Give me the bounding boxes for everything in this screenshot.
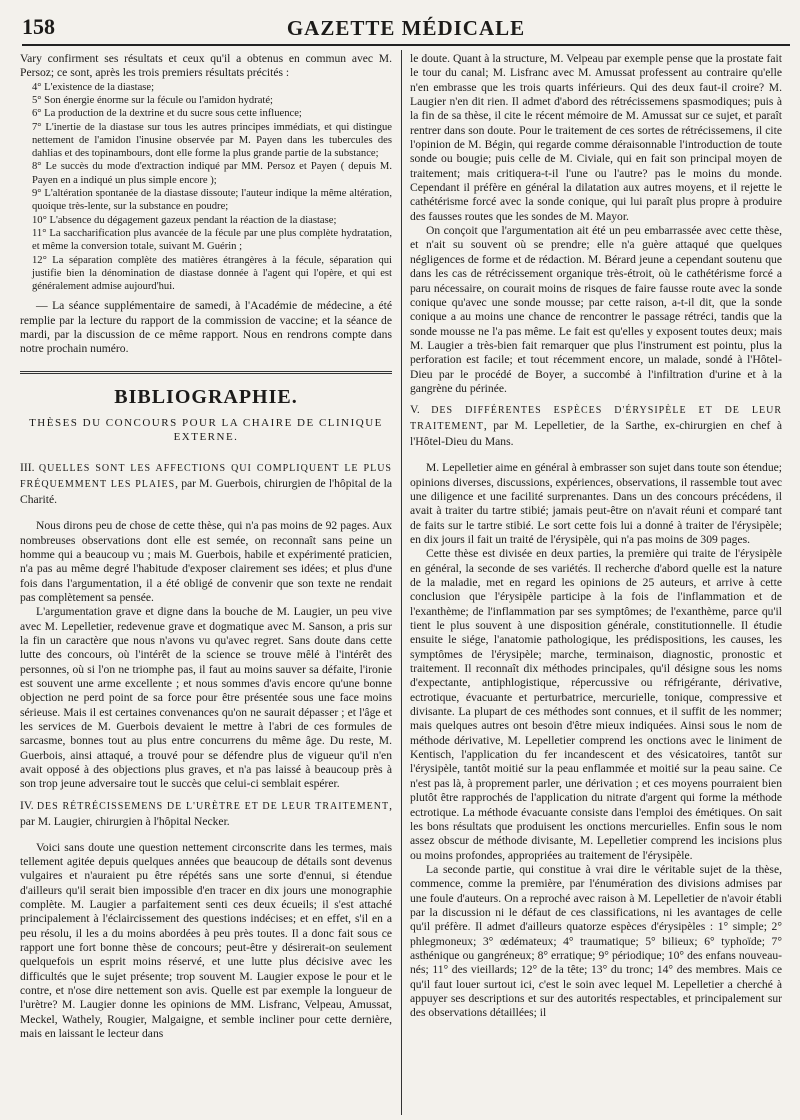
body-paragraph: L'argumentation grave et digne dans la bouche de M. Laugier, un peu vive avec M. Lepelletier, redevenue grave et dogmatique avec M. Sanson, a pris sur la fin un caractère que nous n'avons vu qu'avec regret. Sans doute dans cette lutte des concours, où l'intérêt de la science se trouve mêlé à l'intérêt des personnes, où si l'on ne triomphe pas, il faut au moins sauver sa défaite, l'ironie est souvent une arme excellente ; et nous sommes d'avis encore qu'une bonne objection ne perd point de sa force pour être présentée sous une face moins sérieuse. Mais il est certaines convenances qu'on ne saurait dépasser ; et l'âge et les services de M. Guerbois devaient le mettre à l'abri de ces formules de sarcasme, bonnes tout au plus entre concurrens du même âge. Du reste, M. Guerbois, ainsi attaqué, a trouvé pour se défendre plus de vigueur qu'il n'en avait opposé à des objections plus graves, et n'a pas laissé à beaucoup près à son trop jeune adversaire tout le succès que celui-ci semblait espérer.	[20, 605, 392, 791]
body-paragraph: Voici sans doute une question nettement circonscrite dans les termes, mais tellement agitée depuis quelques années que beaucoup de détails sont devenus vulgaires et n'auraient pu être répétés sans une sorte d'ennui, si étendue d'ailleurs qu'il serait bien impossible d'en tracer en dix jours une monographie complète. M. Laugier a parfaitement senti ces deux écueils; il s'est attaché principalement à l'éclaircissement des questions indécises; et en effet, s'il en a peu résolu, il les a du moins abordées à peu près toutes. Il a donc fait sous ce rapport une fort bonne thèse de concours; peut-être y désirerait-on seulement quelquefois un esprit moins réservé, et une lutte plus décisive avec les difficultés que le sujet présente; trop souvent M. Laugier expose le pour et le contre, et n'ose dire nettement son avis. Quelle est par exemple la longueur de l'urètre? M. Laugier donne les opinions de MM. Lisfranc, Velpeau, Amussat, Meckel, Wathely, Rougier, Malgaigne, et semble incliner pour cette dernière, mais en laissant le lecteur dans	[20, 840, 392, 1041]
list-item: 8° Le succès du mode d'extraction indiqué par MM. Persoz et Payen ( depuis M. Payen en a indiqué un plus simple encore );	[32, 161, 392, 186]
section-title: BIBLIOGRAPHIE.	[114, 385, 298, 408]
thesis-number: V.	[410, 403, 420, 417]
thesis-heading-5	[410, 402, 782, 449]
journal-title: GAZETTE MÉDICALE	[286, 16, 526, 40]
thesis-heading-4	[20, 798, 392, 829]
thesis-title: QUELLES SONT LES AFFECTIONS QUI COMPLIQUENT LE PLUS FRÉQUEMMENT LES PLAIES	[20, 463, 392, 491]
thesis-number: III.	[20, 461, 35, 475]
results-list	[20, 81, 392, 294]
seance-note: — La séance supplémentaire de samedi, à l'Académie de médecine, a été remplie par la lecture du rapport de la commission de vaccine; et la séance de mardi, par la discussion de ce même rapport. Nous en rendrons compte dans notre prochain numéro.	[20, 299, 392, 356]
body-paragraph: M. Lepelletier aime en général à embrasser son sujet dans toute son étendue; opinions diverses, discussions, expériences, observations, il rassemble tout avec une diligence et une facilité surprenantes. Dans un des concours précédens, il avait à traiter du tartre stibié; jamais peut-être on n'avait réuni et comparé tant de faits sur le tartre stibié. Le sort cette fois lui a donné à traiter de l'érysipèle; en dix jours il fait un traité de l'érysipèle, qui n'a pas moins de 309 pages.	[410, 461, 782, 546]
page-header	[22, 14, 790, 46]
thesis-title: DES DIFFÉRENTES ESPÈCES D'ÉRYSIPÈLE ET DE LEUR TRAITEMENT	[410, 405, 782, 433]
list-item: 12° La séparation complète des matières étrangères à la fécule, séparation qui justifie bien la dénomination de diastase donnée à l'agent qui l'opère, et qui est généralement admise aujourd'hui.	[32, 254, 392, 293]
thesis-title: DES RÉTRÉCISSEMENS DE L'URÈTRE ET DE LEUR TRAITEMENT	[36, 800, 390, 812]
intro-paragraph: Vary confirment ses résultats et ceux qu'il a obtenus en commun avec M. Persoz; ce sont, après les trois premiers résultats précités :	[20, 52, 392, 80]
page-number: 158	[22, 14, 55, 39]
thesis-author: , par M. Laugier, chirurgien à l'hôpital Necker.	[20, 798, 392, 828]
column-divider	[401, 50, 402, 1115]
thesis-heading-3	[20, 460, 392, 507]
thesis-author: , par M. Lepelletier, de la Sarthe, ex-chirurgien en chef à l'Hôtel-Dieu du Mans.	[410, 419, 782, 449]
list-item: 5° Son énergie énorme sur la fécule ou l'amidon hydraté;	[32, 94, 273, 106]
list-item: 9° L'altération spontanée de la diastase dissoute; l'auteur indique la même altération, quoique très-lente, sur la substance en poudre;	[32, 188, 392, 213]
section-subheading: THÈSES DU CONCOURS POUR LA CHAIRE DE CLINIQUE EXTERNE.	[29, 417, 383, 444]
list-item: 4° L'existence de la diastase;	[32, 81, 155, 93]
list-item: 11° La saccharification plus avancée de la fécule par une plus complète hydratation, et même la conversion totale, suivant M. Guérin ;	[32, 227, 392, 253]
body-paragraph: Cette thèse est divisée en deux parties, la première qui traite de l'érysipèle en général, la seconde de ses variétés. Il recherche d'abord quelle est la nature de la maladie, met en regard les opinions de 25 auteurs, et arrive à cette conclusion que l'érysipèle participe à la fois de l'inflammation et de l'exanthème; de l'inflammation par ses symptômes; de l'exanthème, parce qu'il tient le plus souvent à une disposition générale, constitutionnelle. Il étudie ensuite le siége, l'anatomie pathologique, les prédispositions, les causes, les symptômes de l'érysipèle; marche, terminaison, diagnostic, pronostic et traitement. Il reconnaît dix méthodes principales, qu'il désigne sous les noms d'expectante, antiphlogistique, répercussive ou réfrigérante, dérivative, ectrotique, évacuante et perturbatrice, mercurielle, tonique, compressive et divisante. La plupart de ces méthodes sont connues, et il suffit de les nommer; mais quelques autres ont besoin d'être mieux indiquées. Ainsi sous le nom de méthode dérivative, M. Lepelletier comprend les onctions avec le liniment de Kentisch, l'application du fer incandescent et des vésicatoires, tantôt sur l'érysipèle, tantôt moitié sur la peau enflammée et moitié sur la peau saine. Ce n'est pas là, à proprement parler, une dérivation ; et ces moyens pourraient bien plutôt être rapprochés de l'application du nitrate d'argent qui forme la méthode ectrotique. La méthode évacuante consiste dans l'emploi des émétiques. On sait les bons résultats que produisent les onctions mercurielles. Enfin sous le nom assez obscur de méthode divisante, M. Lepelletier comprend les incisions plus ou moins profondes, appropriées au traitement de l'érysipèle.	[410, 547, 782, 862]
body-paragraph: Nous dirons peu de chose de cette thèse, qui n'a pas moins de 92 pages. Aux nombreuses observations dont elle est semée, on reconnaît sans peine un homme qui a beaucoup vu ; mais M. Guerbois, habile et expérimenté praticien, n'a pas au même degré l'habitude d'exposer clairement ses idées; et plus d'une fois dans l'argumentation, il a été obligé de convenir que son texte ne rendait pas complètement sa pensée.	[20, 519, 392, 604]
thesis-author: , par M. Guerbois, chirurgien de l'hôpital de la Charité.	[20, 477, 392, 507]
left-column	[20, 52, 392, 1114]
list-item: 7° L'inertie de la diastase sur tous les autres principes immédiats, et qui distingue nettement de l'amidon l'inusine observée par M. Payen dans les tubercules des dahlias et des topinambours, dont elle forme la plus grande partie de la substance;	[32, 121, 392, 160]
body-paragraph: le doute. Quant à la structure, M. Velpeau par exemple pense que la prostate fait le tour du canal; M. Lisfranc avec M. Amussat professent au contraire qu'elle n'en embrasse que les trois quarts inférieurs. Qui des deux faut-il croire? M. Laugier n'en dit rien. Il admet d'abord des rétrécissemens spasmodiques; puis à la fin de sa thèse, il cite le récent mémoire de M. Amussat sur ce sujet, et paraît rentrer dans son doute. Pour le traitement de ces sortes de rétrécissemens, il cite l'opinion de M. Bégin, qui regarde comme déraisonnable l'introduction de toute sonde ou bougie; puis celle de M. Civiale, qui en fait son principal moyen de traitement; mais critiquera-t-il l'une ou l'autre? pas le moins du monde. Cependant il préfère en général la dilatation aux autres moyens, et il rejette le cathétérisme forcé avec la sonde conique, qui lui paraît plus propre à produire des fausses routes que les sondes de M. Mayor.	[410, 52, 782, 223]
right-column	[410, 52, 782, 1114]
thesis-number: IV.	[20, 798, 34, 812]
section-separator	[20, 371, 392, 374]
list-item: 6° La production de la dextrine et du sucre sous cette influence;	[32, 108, 302, 120]
body-paragraph: On conçoit que l'argumentation ait été un peu embarrassée avec cette thèse, et n'ait su souvent où se prendre; elle n'a guère attaqué que quelques négligences de forme et de rédaction. M. Bérard jeune a cependant soutenu que dans les cas de rétrécissement organique très-étroit, où le cathétérisme forcé a paru nécessaire, on courait moins de risques de faire fausse route avec la sonde conique qu'avec une sonde mousse; par cette raison, a-t-il dit, que la sonde conique a au moins une chance de rencontrer le passage rétréci, tandis que la sonde mousse ne l'a pas même. Le fait est qu'elles y exposent toutes deux; mais M. Laugier a très-bien fait remarquer que plus l'instrument est pointu, plus la perforation est facile; et tout récemment encore, un malade, sondé à l'Hôtel-Dieu par le procédé de Boyer, a succombé à l'infiltration d'urine et à la gangrène du périnée.	[410, 224, 782, 395]
list-item: 10° L'absence du dégagement gazeux pendant la réaction de la diastase;	[32, 214, 337, 226]
body-paragraph: La seconde partie, qui constitue à vrai dire le véritable sujet de la thèse, commence, comme la première, par l'énumération des divisions admises par une foule d'auteurs. On a reproché avec raison à M. Lepelletier de n'avoir établi par la discussion ni le défaut de ces classifications, ni les avantages de celle qu'il préfère. Il admet d'ailleurs quatorze espèces d'érysipèles : 1° simple; 2° phlegmoneux; 3° œdémateux; 4° traumatique; 5° bilieux; 6° typhoïde; 7° asthénique ou gangréneux; 8° erratique; 9° périodique; 10° des enfans nouveau-nés; 11° des vieillards; 12° de la tête; 13° du tronc; 14° des membres. Mais ce qu'il faut louer surtout ici, c'est le soin avec lequel M. Lepelletier a cherché à appuyer ses descriptions et sur des autorités respectables, et principalement sur des observations détaillées; il	[410, 862, 782, 1020]
